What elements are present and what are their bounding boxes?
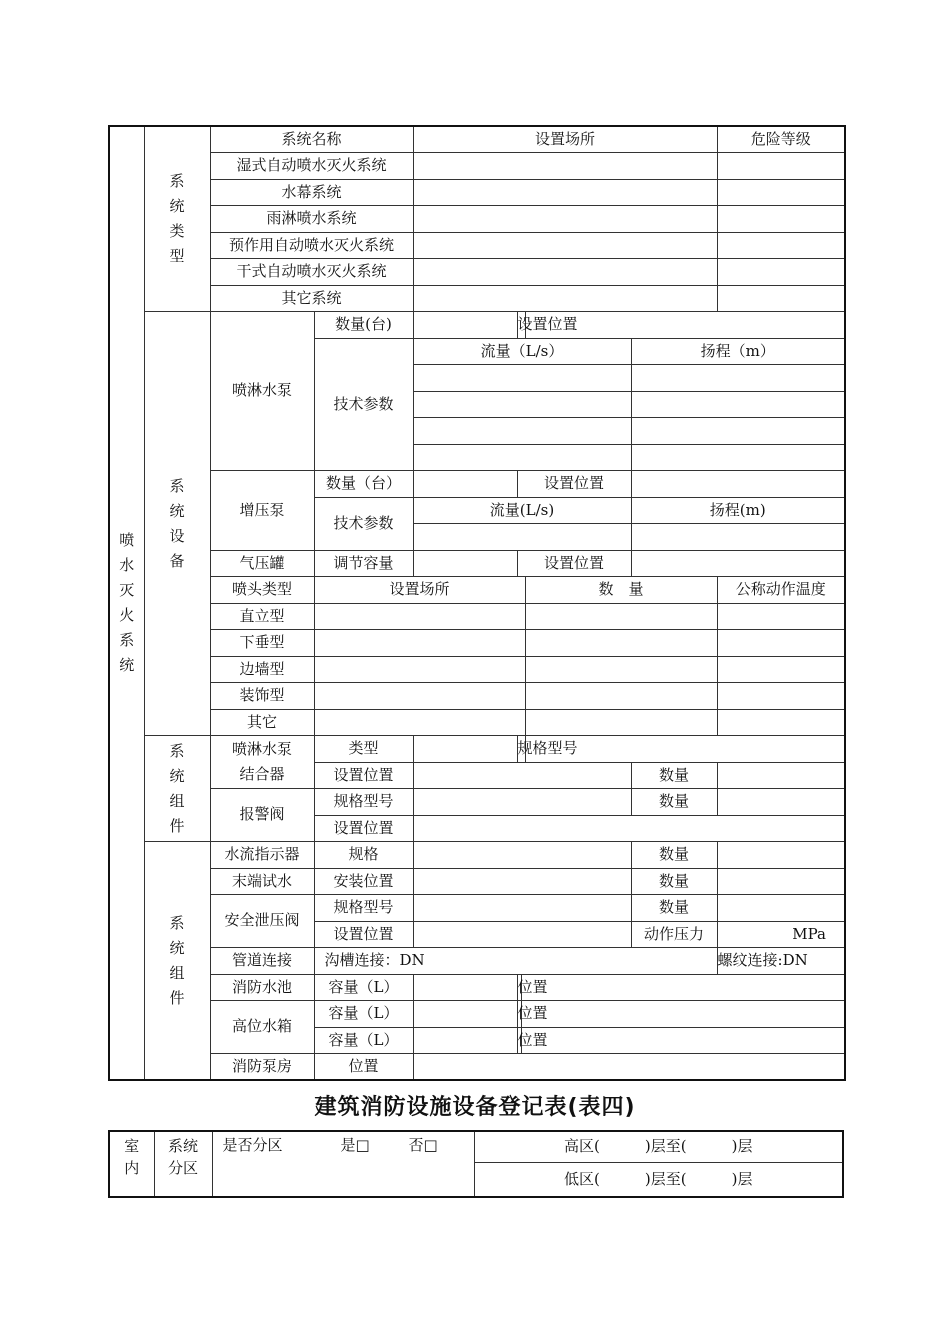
pump-head-label: 扬程（m） xyxy=(631,338,845,365)
blank-cell[interactable] xyxy=(413,259,717,286)
blank-cell[interactable] xyxy=(314,709,525,736)
blank-cell[interactable] xyxy=(717,232,845,259)
tank-name: 气压罐 xyxy=(210,550,314,577)
flow-spec-label: 规格 xyxy=(314,842,413,869)
flow-qty-label: 数量 xyxy=(631,842,717,869)
pump-room-name: 消防泵房 xyxy=(210,1054,314,1081)
end-pos-label: 安装位置 xyxy=(314,868,413,895)
blank-cell[interactable] xyxy=(413,762,631,789)
alarm-spec-label: 规格型号 xyxy=(314,789,413,816)
tank-cap-label: 调节容量 xyxy=(314,550,413,577)
blank-cell[interactable] xyxy=(525,603,717,630)
system-type-row: 水幕系统 xyxy=(210,179,413,206)
blank-cell[interactable] xyxy=(631,365,845,392)
zoning-question xyxy=(212,1131,474,1197)
flow-indicator-name: 水流指示器 xyxy=(210,842,314,869)
pool-cap-label: 容量（L） xyxy=(314,974,413,1001)
blank-cell[interactable] xyxy=(314,603,525,630)
head-type-row: 其它 xyxy=(210,709,314,736)
head-type-row: 边墙型 xyxy=(210,656,314,683)
blank-cell[interactable] xyxy=(413,868,631,895)
blank-cell[interactable] xyxy=(525,683,717,710)
blank-cell[interactable] xyxy=(717,630,845,657)
blank-cell[interactable] xyxy=(413,842,631,869)
fire-pool-name: 消防水池 xyxy=(210,974,314,1001)
high-cap-label: 容量（L） xyxy=(314,1027,413,1054)
end-qty-label: 数量 xyxy=(631,868,717,895)
blank-cell[interactable] xyxy=(717,285,845,312)
alarm-qty-label: 数量 xyxy=(631,789,717,816)
blank-cell[interactable] xyxy=(413,895,631,922)
equipment-label: 系统设备 xyxy=(144,312,210,736)
high-pos-label: 位置 xyxy=(517,1001,521,1028)
blank-cell[interactable] xyxy=(631,444,845,471)
alarm-pos-label: 设置位置 xyxy=(314,815,413,842)
booster-head-label: 扬程(m) xyxy=(631,497,845,524)
pool-pos-label: 位置 xyxy=(517,974,521,1001)
pump-flow-label: 流量（L/s） xyxy=(413,338,631,365)
head-type-row: 直立型 xyxy=(210,603,314,630)
blank-cell[interactable] xyxy=(314,630,525,657)
relief-pos-label: 设置位置 xyxy=(314,921,413,948)
blank-cell[interactable] xyxy=(314,683,525,710)
adapter-type-label: 类型 xyxy=(314,736,413,763)
mpa-unit: MPa xyxy=(717,921,845,948)
blank-cell[interactable] xyxy=(413,1001,517,1028)
booster-pos-label: 设置位置 xyxy=(517,471,631,498)
high-cap-label: 容量（L） xyxy=(314,1001,413,1028)
high-zone: 高区( )层至( )层 xyxy=(474,1131,843,1162)
blank-cell[interactable] xyxy=(413,789,631,816)
blank-cell[interactable] xyxy=(413,418,631,445)
low-zone: 低区( )层至( )层 xyxy=(474,1162,843,1197)
components1-label: 系统组件 xyxy=(144,736,210,842)
relief-valve-name: 安全泄压阀 xyxy=(210,895,314,948)
high-pos-label: 位置 xyxy=(517,1027,521,1054)
adapter-pos-label: 设置位置 xyxy=(314,762,413,789)
blank-cell[interactable] xyxy=(413,1027,517,1054)
blank-cell[interactable] xyxy=(631,471,845,498)
blank-cell[interactable] xyxy=(413,206,717,233)
system-type-row: 雨淋喷水系统 xyxy=(210,206,413,233)
alarm-valve-name: 报警阀 xyxy=(210,789,314,842)
system-type-row: 其它系统 xyxy=(210,285,413,312)
head-temp-header: 公称动作温度 xyxy=(717,577,845,604)
blank-cell[interactable] xyxy=(521,1001,845,1028)
head-place-header: 设置场所 xyxy=(314,577,525,604)
blank-cell[interactable] xyxy=(413,153,717,180)
blank-cell[interactable] xyxy=(717,895,845,922)
blank-cell[interactable] xyxy=(413,179,717,206)
blank-cell[interactable] xyxy=(413,524,631,551)
head-type-header: 喷头类型 xyxy=(210,577,314,604)
relief-qty-label: 数量 xyxy=(631,895,717,922)
system-type-row: 预作用自动喷水灭火系统 xyxy=(210,232,413,259)
header-hazard: 危险等级 xyxy=(717,126,845,153)
system-zoning-label: 系统分区 xyxy=(154,1131,212,1197)
blank-cell[interactable] xyxy=(717,656,845,683)
blank-cell[interactable] xyxy=(521,1027,845,1054)
booster-tech-label: 技术参数 xyxy=(314,497,413,550)
blank-cell[interactable] xyxy=(413,921,631,948)
head-type-row: 装饰型 xyxy=(210,683,314,710)
pipe-connection-name: 管道连接 xyxy=(210,948,314,975)
relief-spec-label: 规格型号 xyxy=(314,895,413,922)
relief-pressure-label: 动作压力 xyxy=(631,921,717,948)
blank-cell[interactable] xyxy=(413,1054,845,1081)
blank-cell[interactable] xyxy=(631,391,845,418)
blank-cell[interactable] xyxy=(413,391,631,418)
booster-name: 增压泵 xyxy=(210,471,314,551)
pump-pos-label: 设置位置 xyxy=(517,312,525,339)
blank-cell[interactable] xyxy=(413,974,517,1001)
blank-cell[interactable] xyxy=(717,868,845,895)
blank-cell[interactable] xyxy=(717,603,845,630)
blank-cell[interactable] xyxy=(525,656,717,683)
no-checkbox[interactable]: 否□ xyxy=(408,1136,438,1154)
adapter-qty-label: 数量 xyxy=(631,762,717,789)
head-qty-header: 数 量 xyxy=(525,577,717,604)
table-four xyxy=(108,1130,844,1198)
category-cell: 喷水灭火系统 xyxy=(109,126,144,1080)
components2-label: 系统组件 xyxy=(144,842,210,1081)
blank-cell[interactable] xyxy=(717,206,845,233)
yes-checkbox[interactable]: 是□ xyxy=(340,1136,370,1154)
blank-cell[interactable] xyxy=(413,285,717,312)
page-title: 建筑消防设施设备登记表(表四) xyxy=(314,1095,636,1120)
blank-cell[interactable] xyxy=(525,630,717,657)
header-system-name: 系统名称 xyxy=(210,126,413,153)
tank-pos-label: 设置位置 xyxy=(517,550,631,577)
pump-tech-label: 技术参数 xyxy=(314,338,413,471)
high-tank-name: 高位水箱 xyxy=(210,1001,314,1054)
blank-cell[interactable] xyxy=(631,550,845,577)
end-test-name: 末端试水 xyxy=(210,868,314,895)
blank-cell[interactable] xyxy=(413,365,631,392)
blank-cell[interactable] xyxy=(314,656,525,683)
blank-cell[interactable] xyxy=(413,815,845,842)
blank-cell[interactable] xyxy=(717,153,845,180)
blank-cell[interactable] xyxy=(631,418,845,445)
zoning-question-label: 是否分区 xyxy=(222,1136,283,1154)
pump-room-pos-label: 位置 xyxy=(314,1054,413,1081)
blank-cell[interactable] xyxy=(717,762,845,789)
adapter-spec-label: 规格型号 xyxy=(517,736,525,763)
blank-cell[interactable] xyxy=(413,312,517,339)
thread-connection: 螺纹连接:DN xyxy=(717,948,845,975)
system-type-label: 系统类型 xyxy=(144,126,210,312)
indoor-label: 室内 xyxy=(109,1131,154,1197)
blank-cell[interactable] xyxy=(413,444,631,471)
booster-flow-label: 流量(L/s) xyxy=(413,497,631,524)
blank-cell[interactable] xyxy=(717,789,845,816)
blank-cell[interactable] xyxy=(717,842,845,869)
booster-qty-label: 数量（台） xyxy=(314,471,413,498)
groove-connection: 沟槽连接：DN xyxy=(314,948,717,975)
blank-cell[interactable] xyxy=(631,524,845,551)
adapter-name: 喷淋水泵结合器 xyxy=(210,736,314,789)
blank-cell[interactable] xyxy=(413,232,717,259)
pump-name: 喷淋水泵 xyxy=(210,312,314,471)
blank-cell[interactable] xyxy=(717,683,845,710)
blank-cell[interactable] xyxy=(717,709,845,736)
system-type-row: 湿式自动喷水灭火系统 xyxy=(210,153,413,180)
blank-cell[interactable] xyxy=(717,179,845,206)
head-type-row: 下垂型 xyxy=(210,630,314,657)
blank-cell[interactable] xyxy=(413,471,517,498)
pump-qty-label: 数量(台) xyxy=(314,312,413,339)
header-place: 设置场所 xyxy=(413,126,717,153)
blank-cell[interactable] xyxy=(521,974,845,1001)
blank-cell[interactable] xyxy=(525,709,717,736)
blank-cell[interactable] xyxy=(413,736,517,763)
registration-table xyxy=(108,125,846,1081)
blank-cell[interactable] xyxy=(413,550,517,577)
system-type-row: 干式自动喷水灭火系统 xyxy=(210,259,413,286)
blank-cell[interactable] xyxy=(717,259,845,286)
